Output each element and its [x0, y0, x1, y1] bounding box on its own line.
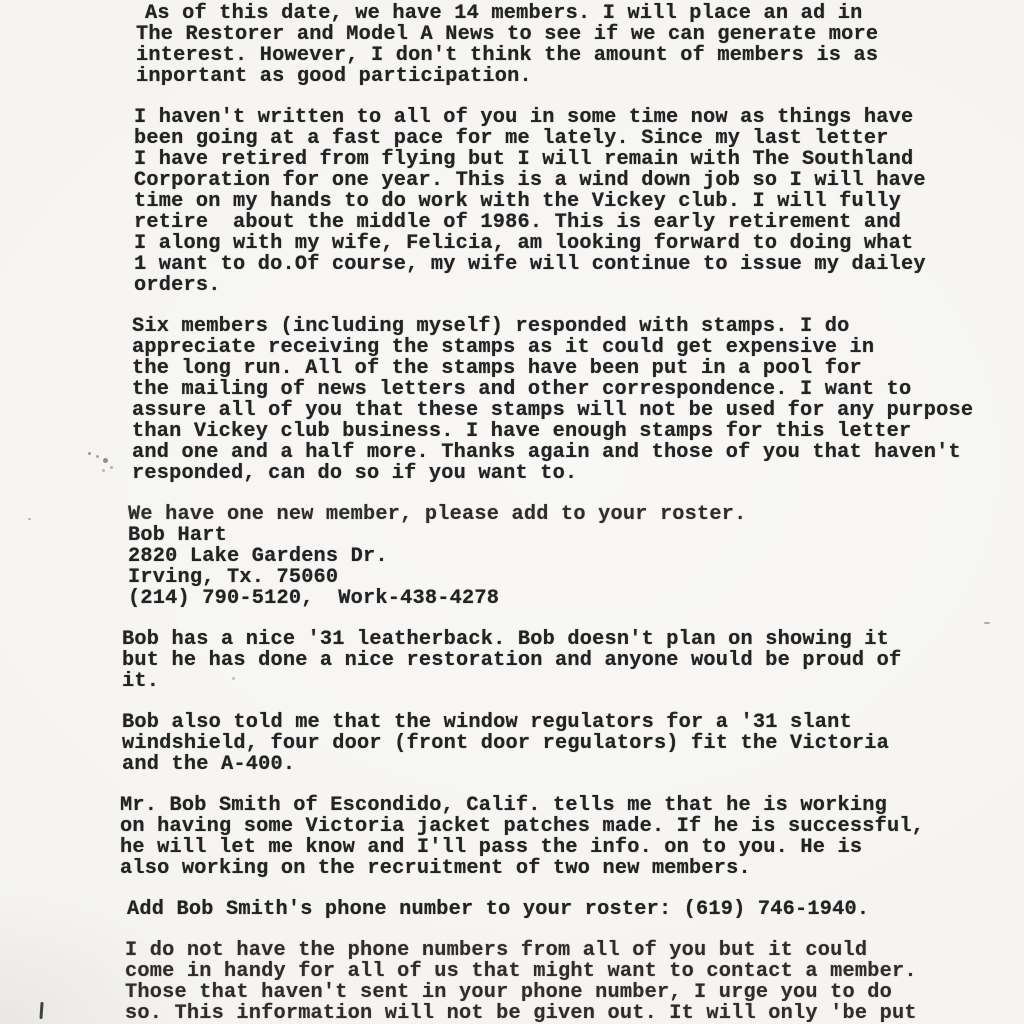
text-line: 1 want to do.Of course, my wife will continue to issue my dailey: [134, 253, 926, 276]
text-line: and the A-400.: [122, 753, 296, 776]
text-line: Add Bob Smith's phone number to your roster: (619) 746-1940.: [127, 898, 870, 921]
text-line: Bob also told me that the window regulators for a '31 slant: [122, 711, 852, 734]
member-city-state-zip: Irving, Tx. 75060: [128, 566, 339, 589]
text-line: Six members (including myself) responded with stamps. I do: [132, 315, 850, 338]
paragraph-retirement: [0, 107, 1024, 296]
text-line: I along with my wife, Felicia, am looking forward to doing what: [134, 232, 914, 255]
text-line: the mailing of news letters and other correspondence. I want to: [132, 378, 912, 401]
text-line: assure all of you that these stamps will not be used for any purpose: [132, 399, 974, 422]
paragraph-window-regulators: [0, 712, 1024, 775]
text-line: I haven't written to all of you in some time now as things have: [134, 106, 914, 129]
text-line: time on my hands to do work with the Vickey club. I will fully: [134, 190, 901, 213]
text-line: appreciate receiving the stamps as it could get expensive in: [132, 336, 875, 359]
text-line: I have retired from flying but I will remain with The Southland: [134, 148, 914, 171]
paragraph-stamps: [0, 316, 1024, 484]
text-line: but he has done a nice restoration and anyone would be proud of: [122, 649, 902, 672]
text-line: it.: [122, 670, 160, 693]
scan-speck: [984, 622, 990, 624]
paragraph-jacket-patches: [0, 795, 1024, 879]
text-line: orders.: [134, 274, 221, 297]
text-line: on having some Victoria jacket patches made. If he is successful,: [120, 815, 925, 838]
text-line: so. This information will not be given out. It will only 'be put: [125, 1002, 917, 1024]
text-line: been going at a fast pace for me lately. Since my last letter: [134, 127, 889, 150]
text-line: and one and a half more. Thanks again and those of you that haven't: [132, 441, 961, 464]
text-line: As of this date, we have 14 members. I will place an ad in: [145, 2, 863, 25]
paragraph-leatherback: [0, 629, 1024, 692]
text-line: he will let me know and I'll pass the info. on to you. He is: [120, 836, 863, 859]
text-line: also working on the recruitment of two new members.: [120, 857, 751, 880]
member-address: 2820 Lake Gardens Dr.: [128, 545, 388, 568]
text-line: The Restorer and Model A News to see if we can generate more: [136, 23, 879, 46]
text-line: Bob has a nice '31 leatherback. Bob doesn't plan on showing it: [122, 628, 889, 651]
text-line: windshield, four door (front door regulators) fit the Victoria: [122, 732, 889, 755]
text-line: the long run. All of the stamps have been put in a pool for: [132, 357, 862, 380]
text-line: responded, can do so if you want to.: [132, 462, 578, 485]
text-line: Those that haven't sent in your phone number, I urge you to do: [125, 981, 892, 1004]
text-line: Corporation for one year. This is a wind down job so I will have: [134, 169, 926, 192]
paragraph-new-member-roster: [0, 504, 1024, 609]
text-line: come in handy for all of us that might want to contact a member.: [125, 960, 917, 983]
text-line: I do not have the phone numbers from all of you but it could: [125, 939, 868, 962]
text-line: We have one new member, please add to your roster.: [128, 503, 747, 526]
paragraph-smith-phone: [0, 899, 1024, 920]
text-line: retire about the middle of 1986. This is early retirement and: [134, 211, 901, 234]
text-line: than Vickey club business. I have enough stamps for this letter: [132, 420, 912, 443]
text-line: interest. However, I don't think the amount of members is as: [136, 44, 879, 67]
member-name: Bob Hart: [128, 524, 227, 547]
paragraph-membership-ad: [0, 3, 1024, 87]
text-line: Mr. Bob Smith of Escondido, Calif. tells me that he is working: [120, 794, 887, 817]
member-phone: (214) 790-5120, Work-438-4278: [128, 587, 500, 610]
text-line: inportant as good participation.: [136, 65, 532, 88]
paragraph-phone-numbers: [0, 940, 1024, 1024]
